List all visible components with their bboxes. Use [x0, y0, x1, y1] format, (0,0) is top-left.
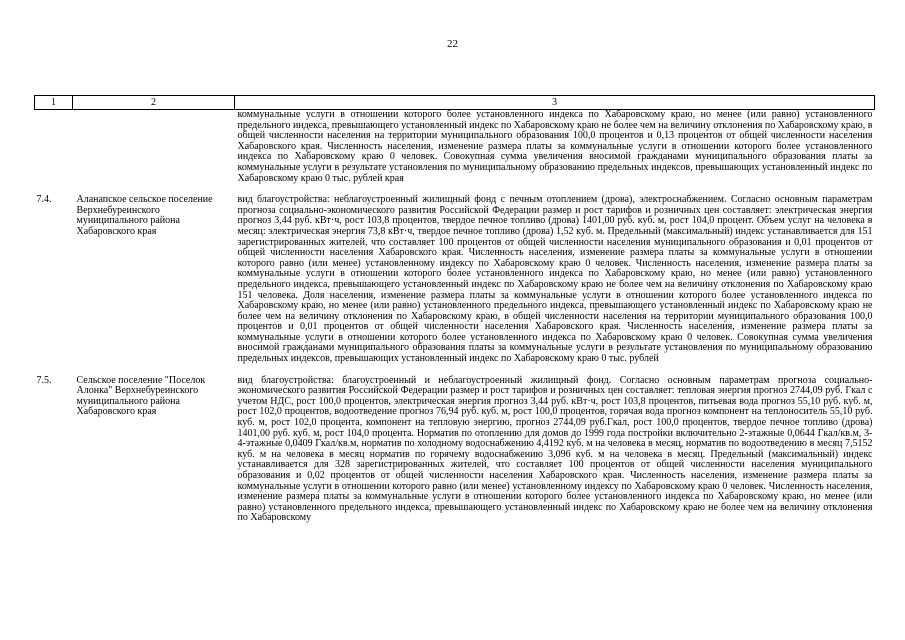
row-number: 7.5.	[36, 374, 52, 386]
row-number	[35, 110, 73, 185]
page-number: 22	[447, 38, 458, 50]
table-row	[35, 195, 875, 365]
settlement-name: Сельское поселение "Поселок Алонка" Верхнебуреинского муниципального района Хабаровского края	[76, 374, 206, 418]
header-col-3: 3	[235, 96, 875, 110]
row-description: коммунальные услуги в отношении которого более установленного индекса по Хабаровскому краю, но менее (или равно) установленного предельного индекса, превышающего установленный индекс по Хабаровскому краю не более чем на величину отклонения по Хабаровскому краю, в общей численности населения на территории муниципального образования 100,0 процентов и 0,13 процентов от общей численности населения Хабаровского края. Численность населения, изменение размера платы за коммунальные услуги в отношении которого более установленного индекса по Хабаровскому краю 0 человек. Совокупная сумма увеличения вносимой гражданами муниципального образования платы за коммунальные услуги в результате установления по муниципальному образованию предельных индексов, превышающих установленный индекс по Хабаровскому краю 0 тыс. рублей края	[237, 109, 873, 184]
settlement-name: Аланапское сельское поселение Верхнебуреинского муниципального района Хабаровского края	[76, 194, 213, 237]
row-description: вид благоустройства: благоустроенный и неблагоустроенный жилищный фонд. Согласно основным параметрам прогноза социально-экономического развития Российской Федерации размер и рост тарифов и розничных цен составляет: тепловая энергия прогноз 2744,09 руб. Гкал с учетом НДС, рост 100,0 процентов, электрическая энергия прогноз 3,44 руб. кВт·ч, рост 103,8 процентов, питьевая вода прогноз 55,10 руб. куб. м, рост 102,0 процентов, водоотведение прогноз 76,94 руб. куб. м, рост 100,0 процентов, горячая вода прогноз компонент на теплоноситель 55,10 руб. куб. м, рост 102,0 процента, компонент на тепловую энергию, прогноз 2744,09 руб.Гкал, рост 100,0 процентов, твердое печное топливо (дрова) 1401,00 руб. куб. м, рост 104,0 процента. Норматив по отоплению для домов до 1999 года постройки включительно 2-этажные 0,0644 Гкал/кв.м, 3-4-этажные 0,0409 Гкал/кв.м, норматив по холодному водоснабжению 4,4192 куб. м на человека в месяц, норматив по водоотведению в месяц 7,5152 куб. м на человека в месяц норматив по горячему водоснабжению 3,096 куб. м на человека в месяц. Предельный (максимальный) индекс устанавливается для 328 зарегистрированных жителей, что составляет 100 процентов от общей численности населения муниципального образования и 0,02 процентов от общей численности населения Хабаровского края. Численность населения, изменение размера платы за коммунальные услуги в отношении которого равно (или менее) установленному индексу по Хабаровскому краю 0 человек. Численность населения, изменение размера платы за коммунальные услуги в отношении которого более установленного индекса по Хабаровскому краю, но менее (или равно) установленного предельного индекса, превышающего установленный индекс по Хабаровскому краю не более чем на величину отклонения по Хабаровскому	[237, 374, 873, 524]
header-col-2: 2	[73, 96, 235, 110]
row-number: 7.4.	[36, 194, 52, 206]
table-header	[35, 96, 875, 110]
document-table	[34, 95, 875, 524]
table-row	[35, 110, 875, 185]
header-col-1: 1	[35, 96, 73, 110]
settlement-name	[73, 110, 235, 185]
table-row	[35, 376, 875, 524]
row-description: вид благоустройства: неблагоустроенный жилищный фонд с печным отоплением (дрова), электроснабжением. Согласно основным параметрам прогноза социально-экономического развития Российской Федерации размер и рост тарифов и розничных цен составляет: электрическая энергия прогноз 3,44 руб. кВт·ч, рост 103,8 процентов, твердое печное топливо (дрова) 1401,00 руб. куб. м, рост 104,0 процент. Объем услуг на человека в месяц: электрическая энергия 73,8 кВт·ч, твердое печное топливо (дрова) 1,52 куб. м. Предельный (максимальный) индекс устанавливается для 151 зарегистрированных жителей, что составляет 100 процентов от общей численности населения муниципального образования и 0,01 процентов от общей численности населения Хабаровского края. Численность населения, изменение размера платы за коммунальные услуги в отношении которого равно (или менее) установленному индексу по Хабаровскому краю 0 человек. Численность населения, изменение размера платы за коммунальные услуги в отношении которого более установленного индекса по Хабаровскому краю, но менее (или равно) установленного предельного индекса, превышающего установленный индекс по Хабаровскому краю не более чем на величину отклонения по Хабаровскому краю 151 человека. Доля населения, изменение размера платы за коммунальные услуги в отношении которого более установленного индекса по Хабаровскому краю, но менее (или равно) установленного предельного индекса, превышающего установленный индекс по Хабаровскому краю не более чем на величину отклонения по Хабаровскому краю, в общей численности населения на территории муниципального образования 100,0 процентов и 0,01 процентов от общей численности населения Хабаровского края. Численность населения, изменение размера платы за коммунальные услуги в отношении которого более установленного индекса по Хабаровскому краю 0 человек. Совокупная сумма увеличения вносимой гражданами муниципального образования платы за коммунальные услуги в результате установления по муниципальному образованию предельных индексов, превышающих установленный индекс по Хабаровскому краю 0 тыс. рублей	[237, 194, 873, 365]
